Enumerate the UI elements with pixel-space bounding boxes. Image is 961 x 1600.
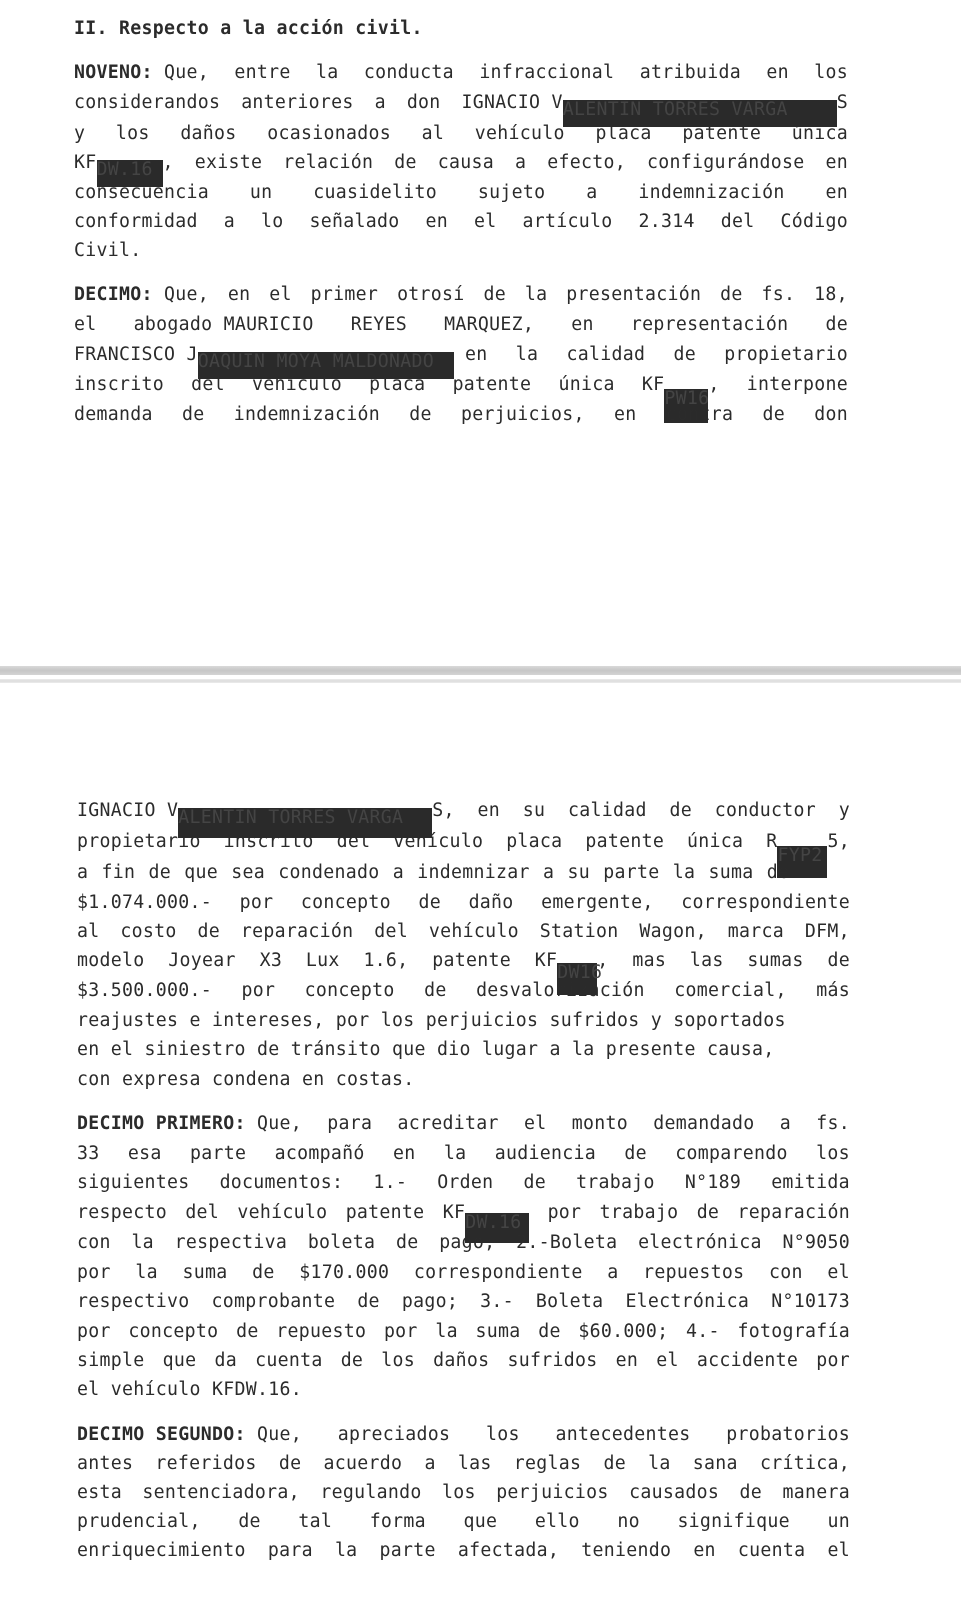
paragraph-decimo-primero-line-5: con la respectiva boleta de pago; 2.-Boleta electrónica N°9050 <box>77 1232 850 1253</box>
document-page-2 <box>0 685 961 1600</box>
decimo-primero-label: DECIMO PRIMERO: <box>77 1113 246 1134</box>
paragraph-decimo-cont-line-10: con expresa condena en costas. <box>77 1069 415 1090</box>
paragraph-decimo-cont-line-1: IGNACIO VALENTIN TORRES VARGA S, en su calidad de conductor y <box>77 801 850 838</box>
paragraph-decimo-cont-line-4: $1.074.000.- por concepto de daño emergente, correspondiente <box>77 892 850 913</box>
paragraph-decimo-segundo-line-2: antes referidos de acuerdo a las reglas de la sana crítica, <box>77 1453 850 1474</box>
divider-band <box>0 666 961 675</box>
section-heading: II. Respecto a la acción civil. <box>74 18 423 39</box>
redaction-bar: OAQUIN MOYA MALDONADO <box>198 352 454 379</box>
paragraph-decimo-segundo-line-4: prudencial, de tal forma que ello no signifique un <box>77 1511 850 1532</box>
paragraph-decimo-cont-line-6: modelo Joyear X3 Lux 1.6, patente KFDW16, mas las sumas de <box>77 951 850 995</box>
paragraph-noveno-line-7: Civil. <box>74 240 142 261</box>
paragraph-decimo-segundo-line-5: enriquecimiento para la parte afectada, teniendo en cuenta el <box>77 1540 850 1561</box>
paragraph-decimo-cont-line-7: $3.500.000.- por concepto de desvalorización comercial, más <box>77 980 850 1001</box>
divider-band-thin <box>0 679 961 683</box>
redaction-bar: FYP2 <box>777 846 827 878</box>
redaction-bar: ALENTIN TORRES VARGA <box>563 100 837 127</box>
paragraph-noveno-line-1: NOVENO: Que, entre la conducta infraccional atribuida en los <box>74 62 848 83</box>
paragraph-noveno-line-5: consecuencia un cuasidelito sujeto a indemnización en <box>74 182 848 203</box>
paragraph-decimo-primero-line-7: respectivo comprobante de pago; 3.- Boleta Electrónica N°10173 <box>77 1291 850 1312</box>
paragraph-decimo-primero-line-10: el vehículo KFDW.16. <box>77 1379 302 1400</box>
noveno-label: NOVENO: <box>74 62 153 83</box>
redaction-bar: ALENTIN TORRES VARGA <box>178 808 432 838</box>
paragraph-decimo-cont-line-3: a fin de que sea condenado a indemnizar a su parte la suma de <box>77 862 790 883</box>
paragraph-decimo-line-1: DECIMO: Que, en el primer otrosí de la presentación de fs. 18, <box>74 284 848 305</box>
paragraph-decimo-line-5: demanda de indemnización de perjuicios, en contra de don <box>74 404 848 425</box>
paragraph-decimo-cont-line-2: propietario inscrito del vehículo placa patente única RFYP25, <box>77 832 850 878</box>
redaction-bar: PW16 <box>664 389 708 423</box>
paragraph-decimo-primero-line-3: siguientes documentos: 1.- Orden de trabajo N°189 emitida <box>77 1172 850 1193</box>
paragraph-noveno-line-4: KFDW.16 , existe relación de causa a efecto, configurándose en <box>74 153 848 187</box>
paragraph-noveno-line-6: conformidad a lo señalado en el artículo 2.314 del Código <box>74 211 848 232</box>
decimo-segundo-label: DECIMO SEGUNDO: <box>77 1424 246 1445</box>
paragraph-decimo-line-3: FRANCISCO JOAQUIN MOYA MALDONADO en la calidad de propietario <box>74 345 848 379</box>
paragraph-noveno-line-3: y los daños ocasionados al vehículo placa patente única <box>74 123 848 144</box>
paragraph-decimo-primero-line-2: 33 esa parte acompañó en la audiencia de comparendo los <box>77 1143 850 1164</box>
paragraph-decimo-primero-line-4: respecto del vehículo patente KFDW.16 por trabajo de reparación <box>77 1203 850 1243</box>
paragraph-noveno-line-2: considerandos anteriores a don IGNACIO VALENTIN TORRES VARGA S <box>74 93 848 127</box>
paragraph-decimo-cont-line-5: al costo de reparación del vehículo Station Wagon, marca DFM, <box>77 921 850 942</box>
paragraph-decimo-segundo-line-1: DECIMO SEGUNDO: Que, apreciados los antecedentes probatorios <box>77 1424 850 1445</box>
paragraph-decimo-primero-line-6: por la suma de $170.000 correspondiente a repuestos con el <box>77 1262 850 1283</box>
redaction-bar: DW16 <box>557 963 597 995</box>
decimo-label: DECIMO: <box>74 284 153 305</box>
paragraph-decimo-primero-line-8: por concepto de repuesto por la suma de $60.000; 4.- fotografía <box>77 1321 850 1342</box>
paragraph-decimo-cont-line-8: reajustes e intereses, por los perjuicios sufridos y soportados <box>77 1010 786 1031</box>
paragraph-decimo-segundo-line-3: esta sentenciadora, regulando los perjuicios causados de manera <box>77 1482 850 1503</box>
paragraph-decimo-line-4: inscrito del vehículo placa patente única KFPW16, interpone <box>74 375 848 423</box>
document-page-1 <box>0 0 961 665</box>
paragraph-decimo-cont-line-9: en el siniestro de tránsito que dio lugar a la presente causa, <box>77 1039 775 1060</box>
redaction-bar: DW.16 <box>465 1213 529 1243</box>
paragraph-decimo-line-2: el abogado MAURICIO REYES MARQUEZ, en representación de <box>74 314 848 335</box>
page-break-divider <box>0 665 961 685</box>
redaction-bar: DW.16 <box>97 160 163 187</box>
paragraph-decimo-primero-line-1: DECIMO PRIMERO: Que, para acreditar el monto demandado a fs. <box>77 1113 850 1134</box>
paragraph-decimo-primero-line-9: simple que da cuenta de los daños sufridos en el accidente por <box>77 1350 850 1371</box>
